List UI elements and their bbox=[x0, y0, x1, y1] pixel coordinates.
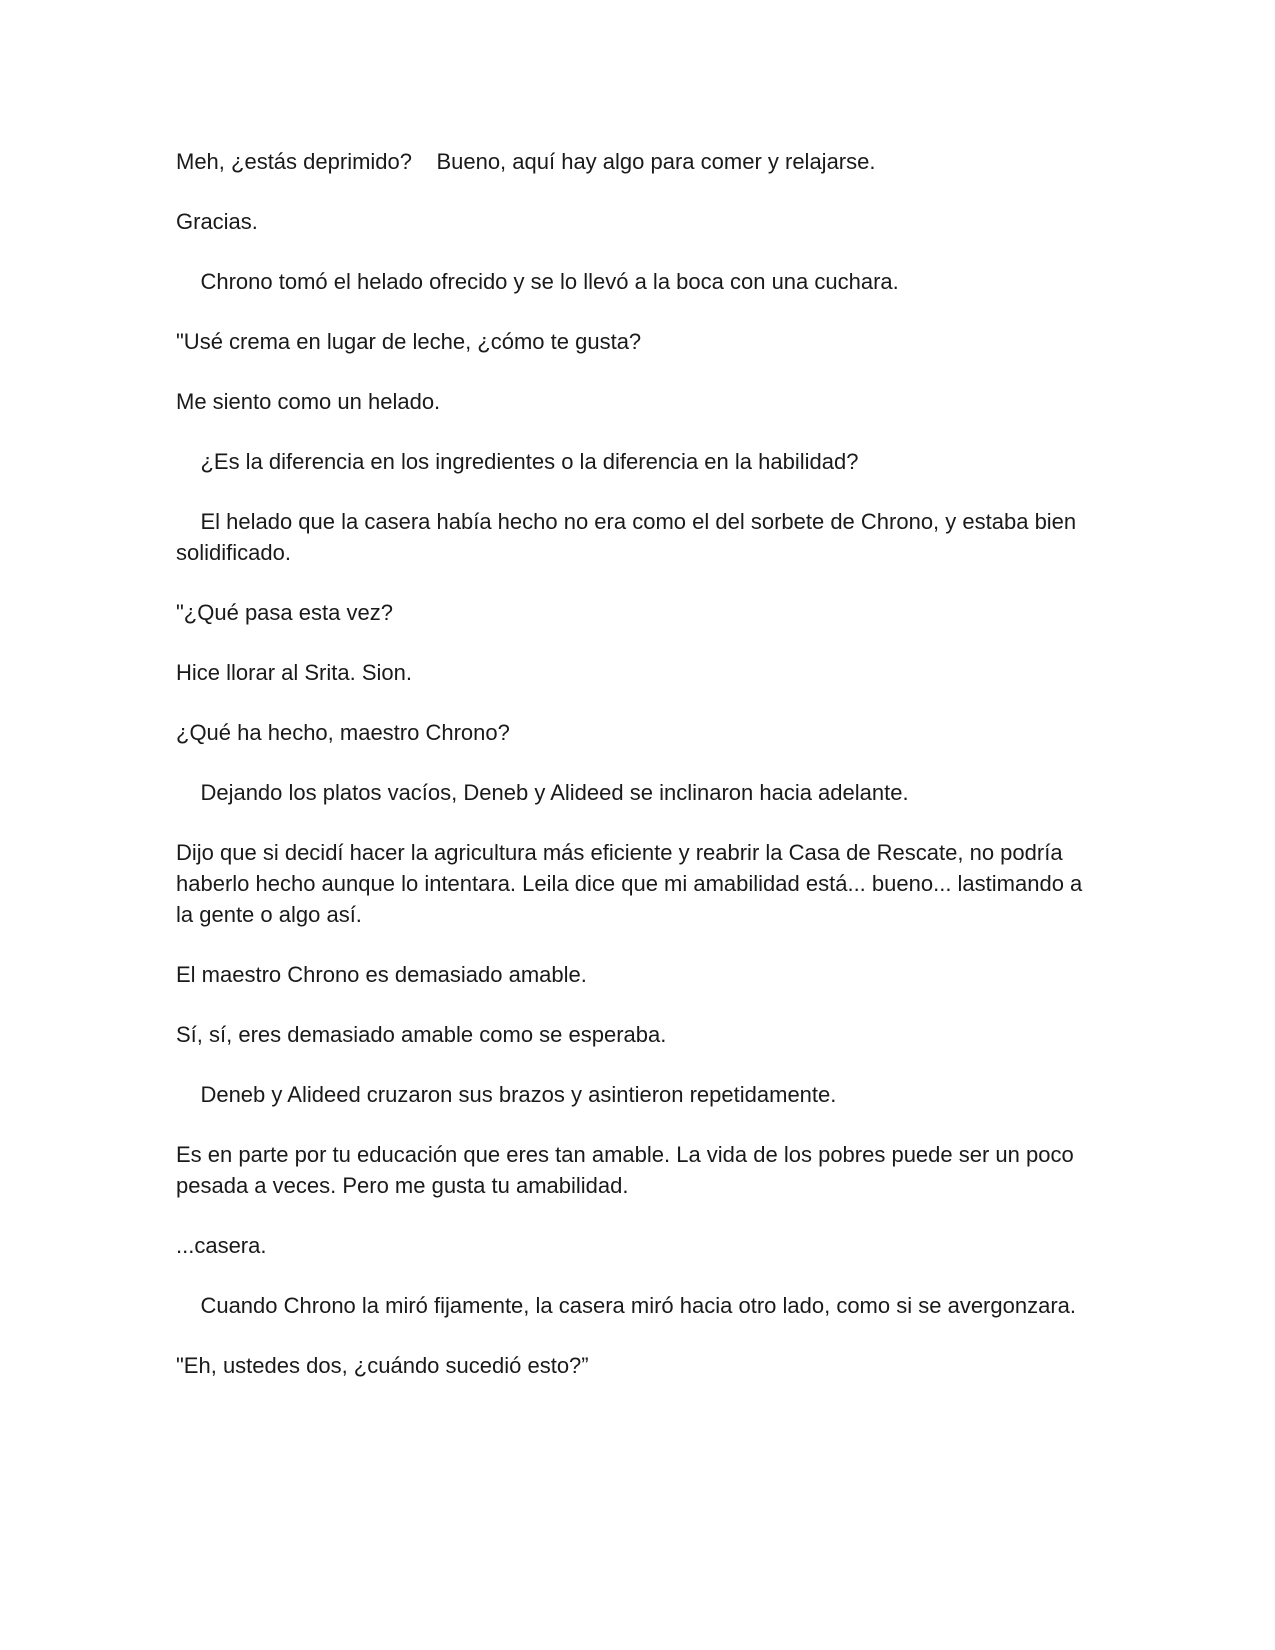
paragraph: Gracias. bbox=[176, 209, 258, 234]
paragraph: "¿Qué pasa esta vez? bbox=[176, 600, 393, 625]
paragraph: Deneb y Alideed cruzaron sus brazos y asintieron repetidamente. bbox=[176, 1082, 837, 1107]
paragraph: Sí, sí, eres demasiado amable como se esperaba. bbox=[176, 1022, 667, 1047]
paragraph: Dijo que si decidí hacer la agricultura más eficiente y reabrir la Casa de Rescate, no podría haberlo hecho aunque lo intentara. Leila dice que mi amabilidad está... bueno... lastimando a la gente o algo así. bbox=[176, 840, 1089, 927]
document-body bbox=[176, 146, 1096, 1410]
paragraph: ...casera. bbox=[176, 1233, 267, 1258]
paragraph: ¿Es la diferencia en los ingredientes o la diferencia en la habilidad? bbox=[176, 449, 859, 474]
paragraph: Me siento como un helado. bbox=[176, 389, 441, 414]
paragraph: Cuando Chrono la miró fijamente, la casera miró hacia otro lado, como si se avergonzara. bbox=[176, 1293, 1076, 1318]
paragraph: ¿Qué ha hecho, maestro Chrono? bbox=[176, 720, 510, 745]
paragraph: "Usé crema en lugar de leche, ¿cómo te gusta? bbox=[176, 329, 642, 354]
paragraph: El helado que la casera había hecho no era como el del sorbete de Chrono, y estaba bien solidificado. bbox=[176, 509, 1083, 565]
paragraph: "Eh, ustedes dos, ¿cuándo sucedió esto?” bbox=[176, 1353, 589, 1378]
paragraph: Es en parte por tu educación que eres tan amable. La vida de los pobres puede ser un poco pesada a veces. Pero me gusta tu amabilidad. bbox=[176, 1142, 1080, 1198]
paragraph: Chrono tomó el helado ofrecido y se lo llevó a la boca con una cuchara. bbox=[176, 269, 899, 294]
paragraph: Hice llorar al Srita. Sion. bbox=[176, 660, 412, 685]
paragraph: Meh, ¿estás deprimido? Bueno, aquí hay algo para comer y relajarse. bbox=[176, 149, 876, 174]
paragraph: El maestro Chrono es demasiado amable. bbox=[176, 962, 587, 987]
paragraph: Dejando los platos vacíos, Deneb y Alideed se inclinaron hacia adelante. bbox=[176, 780, 909, 805]
